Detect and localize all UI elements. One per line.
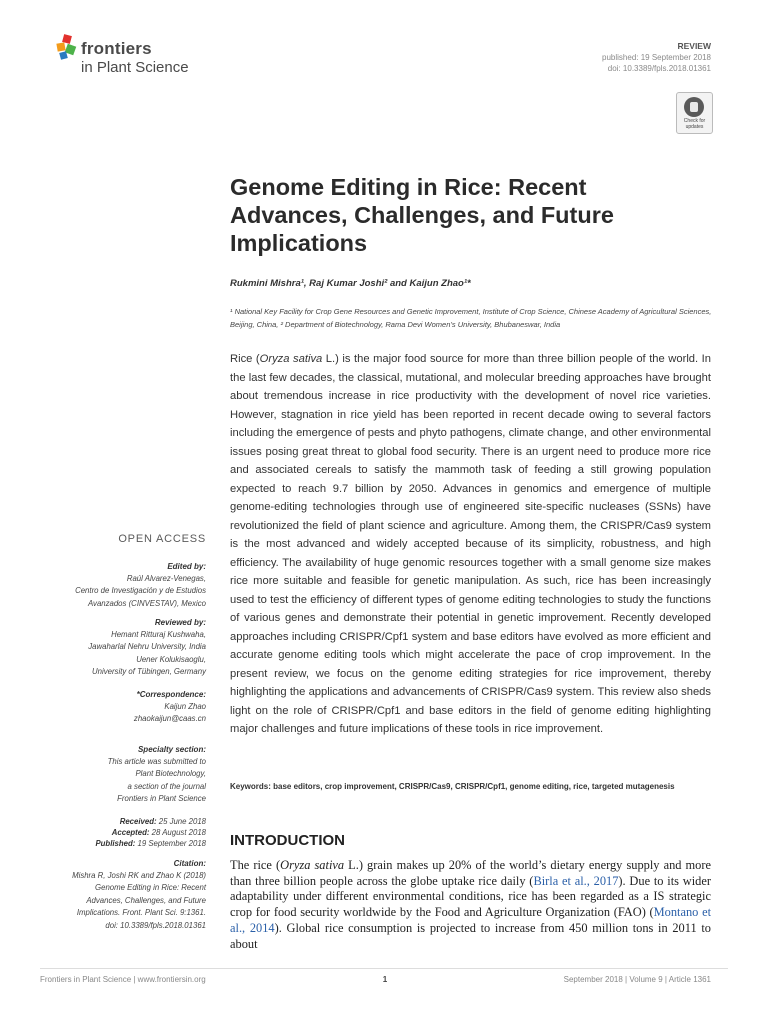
author-list[interactable]: Rukmini Mishra¹, Raj Kumar Joshi² and Kaijun Zhao¹*	[230, 278, 471, 289]
affiliations: ¹ National Key Facility for Crop Gene Resources and Genetic Improvement, Institute of Crop Science, Chinese Academy of Agricultural Sciences, Beijing, China, ² Department of Biotechnology, Rama Devi Women’s University, Bhubaneswar, India	[230, 307, 712, 329]
footer-article-info: September 2018 | Volume 9 | Article 1361	[563, 975, 711, 984]
introduction-paragraph: The rice (Oryza sativa L.) grain makes up 20% of the world’s dietary energy supply and more than three billion people across the globe uptake rice daily (Birla et al., 2017). Due to its wider adaptability under different environmental conditions, rice has been regarded as a IS strategic crop for food security worldwide by the Food and Agriculture Organization (FAO) (Montano et al., 2014). Global rice consumption is projected to increase from 450 million tons in 2011 to about	[230, 858, 712, 951]
published-date: published: 19 September 2018	[602, 53, 711, 62]
check-for-updates-icon[interactable]	[676, 92, 713, 134]
keywords: Keywords: base editors, crop improvement, CRISPR/Cas9, CRISPR/Cpf1, genome editing, rice, targeted mutagenesis	[230, 782, 675, 791]
logo-word-frontiers: frontiers	[81, 39, 152, 58]
article-type: REVIEW	[677, 41, 711, 51]
open-access-label: OPEN ACCESS	[118, 533, 206, 545]
check-updates-label: Check for updates	[683, 118, 706, 130]
citation-link[interactable]: Birla et al., 2017	[533, 873, 619, 888]
citation-block: Citation: Mishra R, Joshi RK and Zhao K (2018) Genome Editing in Rice: Recent Advances, Challenges, and Future Implications. Front. Plant Sci. 9:1361. doi: 10.3389/fpls.2018.01361	[72, 859, 206, 930]
abstract: Rice (Oryza sativa L.) is the major food source for more than three billion people of the world. In the last few decades, the classical, mutational, and molecular breeding approaches have brought about tremendous increase in rice productivity with the development of novel rice varieties. However, stagnation in rice yield has been reported in recent decade owing to several factors including the emergence of pests and phyto pathogens, climate change, and other environmental issues posing great threat to global food security. There is an urgent need to produce more rice and associated cereals to satisfy the mammoth task of feeding a still growing population expected to reach 9.7 billion by 2050. Advances in genomics and emergence of multiple genome-editing technologies through use of engineered site-specific nucleases (SSNs) have revolutionized the field of plant science and agriculture. Among them, the CRISPR/Cas9 system is the most advanced and widely accepted because of its simplicity, robustness, and high efficiency. The availability of huge genomic resources together with a small genome size makes rice more suitable and feasible for genetic manipulation. As such, rice has been increasingly used to test the efficiency of different types of genome editing technologies to study the functions of various genes and demonstrate their potential in genetic improvement. Recently developed approaches including CRISPR/Cpf1 system and base editors have evolved as more efficient and accurate genome editing tools which might accelerate the pace of crop improvement. In the present review, we focus on the genome editing strategies for rice improvement, thereby highlighting the applications and advancements of CRISPR/Cas9 system. This review also sheds light on the role of CRISPR/Cpf1 and base editors in the field of genome editing highlighting major challenges and future implications of these tools in rice improvement.	[230, 353, 712, 735]
dates-block: Received: 25 June 2018 Accepted: 28 August 2018 Published: 19 September 2018	[95, 817, 206, 848]
doi-link[interactable]: doi: 10.3389/fpls.2018.01361	[607, 64, 711, 73]
page-number: 1	[382, 975, 388, 984]
specialty-section: Specialty section: This article was submitted to Plant Biotechnology, a section of the journal Frontiers in Plant Science	[107, 745, 206, 804]
section-heading-introduction: INTRODUCTION	[230, 832, 345, 849]
article-title: Genome Editing in Rice: Recent Advances, Challenges, and Future Implications	[230, 174, 614, 256]
frontiers-logo-icon	[57, 35, 79, 61]
footer-journal-link[interactable]: Frontiers in Plant Science | www.frontiersin.org	[40, 975, 206, 984]
citation-link[interactable]: Montano et al., 2014	[230, 905, 712, 935]
footer-divider	[40, 968, 728, 969]
article-meta	[602, 41, 711, 74]
correspondence-block: *Correspondence: Kaijun Zhao zhaokaijun@caas.cn	[40, 689, 206, 726]
reviewer-block: Reviewed by: Hemant Ritturaj Kushwaha, Jawaharlal Nehru University, India Uener Kolukisaoglu, University of Tübingen, Germany	[88, 618, 206, 677]
correspondence-email[interactable]: zhaokaijun@caas.cn	[133, 714, 206, 724]
logo-word-journal: in Plant Science	[81, 59, 189, 76]
journal-logo[interactable]	[57, 35, 217, 81]
editor-block: Edited by: Raúl Alvarez-Venegas, Centro de Investigación y de Estudios Avanzados (CINVESTAV), Mexico	[75, 562, 206, 608]
